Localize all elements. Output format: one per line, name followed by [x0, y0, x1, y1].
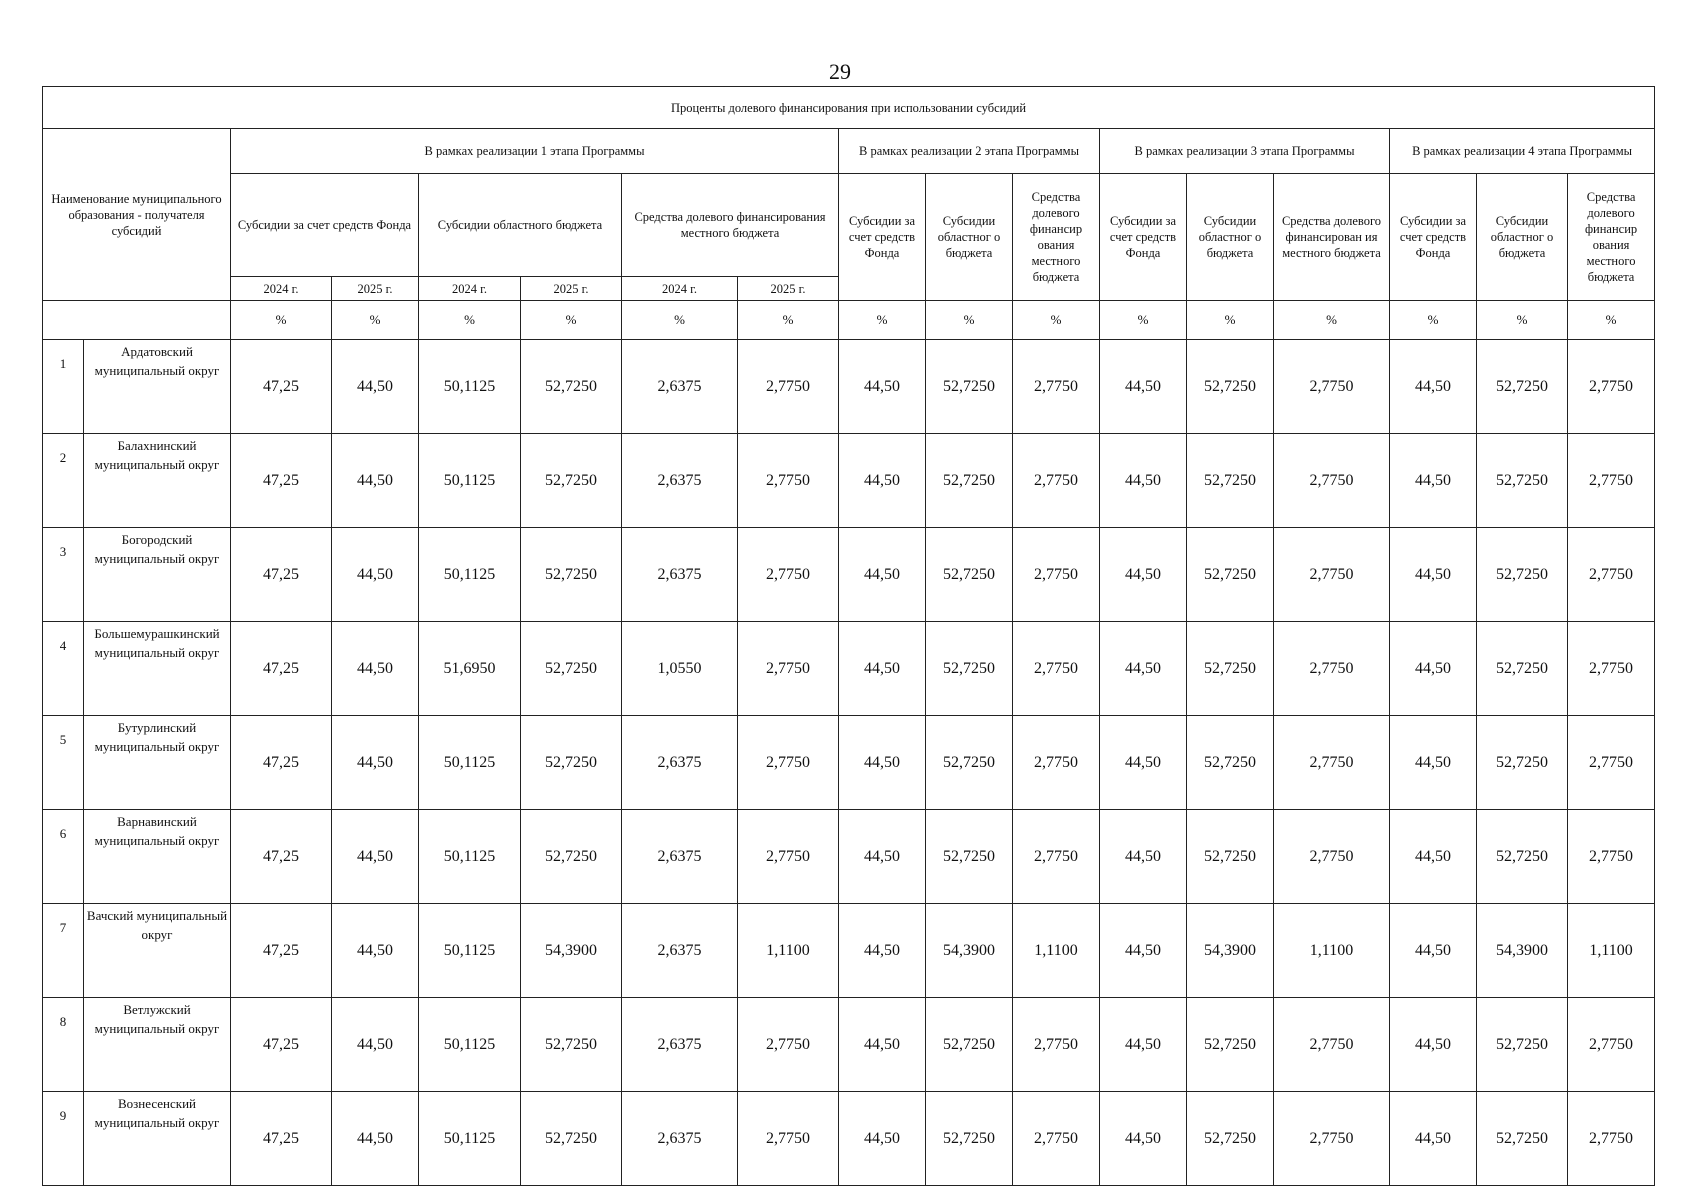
value-cell: 52,7250: [1477, 528, 1568, 622]
value-cell: 44,50: [332, 434, 419, 528]
value-cell: 52,7250: [1187, 434, 1274, 528]
unit-cell: %: [1477, 301, 1568, 340]
value-cell: 2,7750: [1568, 528, 1655, 622]
value-cell: 47,25: [231, 528, 332, 622]
value-cell: 44,50: [1100, 1092, 1187, 1186]
value-cell: 2,6375: [622, 1092, 738, 1186]
unit-cell: %: [1390, 301, 1477, 340]
unit-cell: %: [521, 301, 622, 340]
value-cell: 52,7250: [521, 998, 622, 1092]
value-cell: 52,7250: [521, 340, 622, 434]
value-cell: 52,7250: [926, 528, 1013, 622]
unit-cell: %: [926, 301, 1013, 340]
value-cell: 1,1100: [738, 904, 839, 998]
value-cell: 50,1125: [419, 528, 521, 622]
value-cell: 44,50: [1390, 434, 1477, 528]
unit-cell: %: [419, 301, 521, 340]
value-cell: 44,50: [1100, 904, 1187, 998]
value-cell: 2,7750: [1013, 528, 1100, 622]
table-row: [43, 1092, 1655, 1186]
value-cell: 52,7250: [926, 622, 1013, 716]
value-cell: 2,7750: [738, 434, 839, 528]
value-cell: 47,25: [231, 622, 332, 716]
municipality-name: Балахнинский муниципальный округ: [84, 434, 231, 528]
value-cell: 44,50: [839, 1092, 926, 1186]
value-cell: 47,25: [231, 716, 332, 810]
value-cell: 47,25: [231, 340, 332, 434]
unit-cell: %: [1013, 301, 1100, 340]
value-cell: 47,25: [231, 1092, 332, 1186]
value-cell: 44,50: [839, 716, 926, 810]
value-cell: 44,50: [1100, 434, 1187, 528]
value-cell: 47,25: [231, 434, 332, 528]
table-row: [43, 810, 1655, 904]
value-cell: 44,50: [839, 340, 926, 434]
value-cell: 52,7250: [1477, 810, 1568, 904]
value-cell: 52,7250: [926, 434, 1013, 528]
value-cell: 52,7250: [926, 340, 1013, 434]
unit-row-spacer: [43, 301, 231, 340]
value-cell: 52,7250: [1477, 998, 1568, 1092]
value-cell: 52,7250: [1187, 340, 1274, 434]
municipality-name: Вознесенский муниципальный округ: [84, 1092, 231, 1186]
value-cell: 44,50: [332, 904, 419, 998]
value-cell: 44,50: [1390, 810, 1477, 904]
row-number: 1: [43, 340, 84, 434]
value-cell: 52,7250: [1477, 622, 1568, 716]
value-cell: 1,1100: [1013, 904, 1100, 998]
value-cell: 2,7750: [1013, 716, 1100, 810]
subheader-row: [43, 174, 1655, 277]
stage-4-fund-subsidy-header: Субсидии за счет средств Фонда: [1390, 174, 1477, 301]
municipality-name-header: Наименование муниципального образования - получателя субсидий: [43, 129, 231, 301]
value-cell: 54,3900: [1477, 904, 1568, 998]
value-cell: 44,50: [332, 622, 419, 716]
value-cell: 47,25: [231, 998, 332, 1092]
value-cell: 54,3900: [926, 904, 1013, 998]
value-cell: 54,3900: [1187, 904, 1274, 998]
table-row: [43, 904, 1655, 998]
row-number: 4: [43, 622, 84, 716]
value-cell: 2,7750: [738, 622, 839, 716]
value-cell: 52,7250: [926, 1092, 1013, 1186]
row-number: 6: [43, 810, 84, 904]
value-cell: 2,6375: [622, 716, 738, 810]
value-cell: 44,50: [1390, 904, 1477, 998]
value-cell: 2,7750: [1568, 340, 1655, 434]
value-cell: 44,50: [1390, 340, 1477, 434]
value-cell: 52,7250: [926, 998, 1013, 1092]
unit-cell: %: [1187, 301, 1274, 340]
value-cell: 2,7750: [738, 998, 839, 1092]
value-cell: 2,6375: [622, 810, 738, 904]
subsidy-share-table: [42, 86, 1655, 1186]
value-cell: 2,6375: [622, 434, 738, 528]
value-cell: 44,50: [1390, 716, 1477, 810]
stage-2-regional-subsidy-header: Субсидии областног о бюджета: [926, 174, 1013, 301]
value-cell: 52,7250: [1477, 340, 1568, 434]
value-cell: 2,7750: [1274, 716, 1390, 810]
stage-2-local-share-header: Средства долевого финансир ования местного бюджета: [1013, 174, 1100, 301]
value-cell: 44,50: [1100, 716, 1187, 810]
stage-header-row: [43, 129, 1655, 174]
unit-row: [43, 301, 1655, 340]
value-cell: 2,6375: [622, 340, 738, 434]
value-cell: 50,1125: [419, 434, 521, 528]
value-cell: 2,7750: [1274, 1092, 1390, 1186]
value-cell: 52,7250: [521, 622, 622, 716]
unit-cell: %: [332, 301, 419, 340]
value-cell: 2,7750: [1013, 340, 1100, 434]
value-cell: 44,50: [839, 434, 926, 528]
title-row: [43, 87, 1655, 129]
value-cell: 44,50: [1100, 340, 1187, 434]
value-cell: 2,7750: [1274, 528, 1390, 622]
value-cell: 51,6950: [419, 622, 521, 716]
stage-1-fund-subsidy-header: Субсидии за счет средств Фонда: [231, 174, 419, 277]
value-cell: 52,7250: [1187, 528, 1274, 622]
row-number: 7: [43, 904, 84, 998]
unit-cell: %: [622, 301, 738, 340]
value-cell: 52,7250: [926, 716, 1013, 810]
row-number: 9: [43, 1092, 84, 1186]
value-cell: 50,1125: [419, 810, 521, 904]
table-title: Проценты долевого финансирования при использовании субсидий: [43, 87, 1655, 129]
value-cell: 44,50: [1390, 622, 1477, 716]
value-cell: 50,1125: [419, 998, 521, 1092]
value-cell: 2,7750: [1568, 434, 1655, 528]
row-number: 3: [43, 528, 84, 622]
value-cell: 2,7750: [1568, 810, 1655, 904]
value-cell: 52,7250: [521, 716, 622, 810]
year-cell: 2024 г.: [419, 277, 521, 301]
stage-4-header: В рамках реализации 4 этапа Программы: [1390, 129, 1655, 174]
stage-4-regional-subsidy-header: Субсидии областног о бюджета: [1477, 174, 1568, 301]
value-cell: 2,7750: [1013, 622, 1100, 716]
value-cell: 52,7250: [1477, 1092, 1568, 1186]
value-cell: 2,7750: [1013, 1092, 1100, 1186]
value-cell: 44,50: [839, 810, 926, 904]
value-cell: 2,7750: [1568, 716, 1655, 810]
stage-3-fund-subsidy-header: Субсидии за счет средств Фонда: [1100, 174, 1187, 301]
value-cell: 44,50: [1100, 622, 1187, 716]
value-cell: 50,1125: [419, 716, 521, 810]
stage-1-header: В рамках реализации 1 этапа Программы: [231, 129, 839, 174]
value-cell: 44,50: [839, 904, 926, 998]
value-cell: 2,7750: [1568, 1092, 1655, 1186]
value-cell: 52,7250: [1477, 716, 1568, 810]
value-cell: 1,0550: [622, 622, 738, 716]
value-cell: 52,7250: [1187, 622, 1274, 716]
value-cell: 2,7750: [738, 528, 839, 622]
stage-2-header: В рамках реализации 2 этапа Программы: [839, 129, 1100, 174]
value-cell: 44,50: [839, 622, 926, 716]
value-cell: 2,6375: [622, 998, 738, 1092]
unit-cell: %: [1568, 301, 1655, 340]
value-cell: 52,7250: [926, 810, 1013, 904]
value-cell: 44,50: [332, 810, 419, 904]
year-cell: 2025 г.: [521, 277, 622, 301]
stage-3-local-share-header: Средства долевого финансирован ия местного бюджета: [1274, 174, 1390, 301]
row-number: 5: [43, 716, 84, 810]
value-cell: 2,7750: [1013, 998, 1100, 1092]
row-number: 2: [43, 434, 84, 528]
value-cell: 2,7750: [1013, 434, 1100, 528]
table-body: [43, 340, 1655, 1186]
value-cell: 2,7750: [738, 340, 839, 434]
value-cell: 52,7250: [521, 434, 622, 528]
stage-1-local-share-header: Средства долевого финансирования местного бюджета: [622, 174, 839, 277]
value-cell: 52,7250: [1187, 1092, 1274, 1186]
value-cell: 2,7750: [738, 810, 839, 904]
value-cell: 2,7750: [1013, 810, 1100, 904]
unit-cell: %: [1274, 301, 1390, 340]
table-row: [43, 340, 1655, 434]
stage-2-fund-subsidy-header: Субсидии за счет средств Фонда: [839, 174, 926, 301]
value-cell: 44,50: [839, 998, 926, 1092]
stage-3-regional-subsidy-header: Субсидии областног о бюджета: [1187, 174, 1274, 301]
value-cell: 52,7250: [521, 810, 622, 904]
municipality-name: Вачский муниципальный округ: [84, 904, 231, 998]
table-row: [43, 434, 1655, 528]
value-cell: 44,50: [1390, 1092, 1477, 1186]
value-cell: 52,7250: [521, 528, 622, 622]
value-cell: 2,7750: [738, 716, 839, 810]
table-row: [43, 998, 1655, 1092]
value-cell: 2,7750: [1274, 622, 1390, 716]
value-cell: 2,6375: [622, 904, 738, 998]
value-cell: 52,7250: [1187, 810, 1274, 904]
unit-cell: %: [738, 301, 839, 340]
value-cell: 44,50: [332, 716, 419, 810]
value-cell: 44,50: [332, 340, 419, 434]
value-cell: 44,50: [332, 998, 419, 1092]
value-cell: 44,50: [1100, 528, 1187, 622]
value-cell: 52,7250: [521, 1092, 622, 1186]
municipality-name: Большемурашкинский муниципальный округ: [84, 622, 231, 716]
unit-cell: %: [231, 301, 332, 340]
value-cell: 50,1125: [419, 1092, 521, 1186]
value-cell: 2,7750: [1274, 810, 1390, 904]
value-cell: 47,25: [231, 904, 332, 998]
row-number: 8: [43, 998, 84, 1092]
value-cell: 44,50: [1100, 998, 1187, 1092]
value-cell: 44,50: [332, 528, 419, 622]
value-cell: 54,3900: [521, 904, 622, 998]
page-number: 29: [829, 59, 851, 84]
value-cell: 2,7750: [1568, 998, 1655, 1092]
year-cell: 2025 г.: [738, 277, 839, 301]
value-cell: 44,50: [1390, 528, 1477, 622]
value-cell: 47,25: [231, 810, 332, 904]
value-cell: 2,7750: [738, 1092, 839, 1186]
table-row: [43, 716, 1655, 810]
stage-3-header: В рамках реализации 3 этапа Программы: [1100, 129, 1390, 174]
municipality-name: Ветлужский муниципальный округ: [84, 998, 231, 1092]
municipality-name: Варнавинский муниципальный округ: [84, 810, 231, 904]
municipality-name: Бутурлинский муниципальный округ: [84, 716, 231, 810]
municipality-name: Богородский муниципальный округ: [84, 528, 231, 622]
value-cell: 50,1125: [419, 904, 521, 998]
value-cell: 1,1100: [1274, 904, 1390, 998]
year-cell: 2025 г.: [332, 277, 419, 301]
value-cell: 52,7250: [1187, 716, 1274, 810]
value-cell: 2,7750: [1568, 622, 1655, 716]
value-cell: 2,7750: [1274, 998, 1390, 1092]
municipality-name: Ардатовский муниципальный округ: [84, 340, 231, 434]
value-cell: 2,7750: [1274, 434, 1390, 528]
value-cell: 44,50: [839, 528, 926, 622]
value-cell: 52,7250: [1187, 998, 1274, 1092]
stage-4-local-share-header: Средства долевого финансир ования местного бюджета: [1568, 174, 1655, 301]
value-cell: 44,50: [1390, 998, 1477, 1092]
unit-cell: %: [839, 301, 926, 340]
value-cell: 1,1100: [1568, 904, 1655, 998]
unit-cell: %: [1100, 301, 1187, 340]
value-cell: 44,50: [332, 1092, 419, 1186]
year-cell: 2024 г.: [231, 277, 332, 301]
value-cell: 52,7250: [1477, 434, 1568, 528]
value-cell: 2,6375: [622, 528, 738, 622]
table-row: [43, 622, 1655, 716]
stage-1-regional-subsidy-header: Субсидии областного бюджета: [419, 174, 622, 277]
value-cell: 2,7750: [1274, 340, 1390, 434]
table-row: [43, 528, 1655, 622]
year-cell: 2024 г.: [622, 277, 738, 301]
value-cell: 44,50: [1100, 810, 1187, 904]
value-cell: 50,1125: [419, 340, 521, 434]
